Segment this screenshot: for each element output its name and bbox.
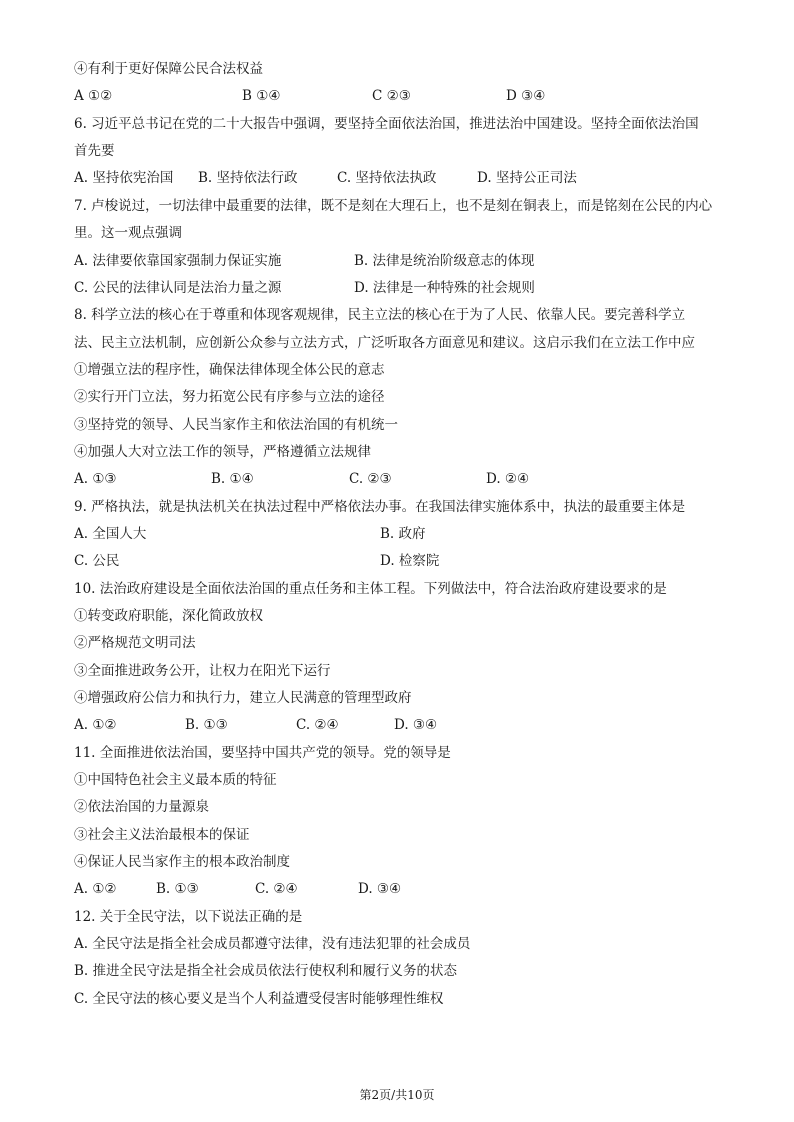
q9-option-a: A. 全国人大: [74, 526, 147, 542]
q11-option-d: D. ③④: [358, 881, 402, 897]
q5-option-d: D ③④: [506, 88, 546, 104]
q10-statement-3: ③全面推进政务公开，让权力在阳光下运行: [74, 663, 331, 679]
q7-stem-line-1: 7. 卢梭说过，一切法律中最重要的法律，既不是刻在大理石上，也不是刻在铜表上，而是铭刻在公民的内心: [74, 198, 713, 214]
q11-statement-2: ②依法治国的力量源泉: [74, 799, 209, 815]
q7-option-a: A. 法律要依靠国家强制力保证实施: [74, 253, 282, 269]
q11-option-c: C. ②④: [255, 881, 298, 897]
q9-stem: 9. 严格执法，就是执法机关在执法过程中严格依法办事。在我国法律实施体系中，执法的最重要主体是: [74, 499, 686, 515]
q5-option-c: C ②③: [372, 88, 411, 104]
q12-option-a: A. 全民守法是指全社会成员都遵守法律，没有违法犯罪的社会成员: [74, 936, 471, 952]
q10-statement-1: ①转变政府职能，深化简政放权: [74, 608, 263, 624]
q10-stem: 10. 法治政府建设是全面依法治国的重点任务和主体工程。下列做法中，符合法治政府建设要求的是: [74, 581, 667, 597]
q8-statement-3: ③坚持党的领导、人民当家作主和依法治国的有机统一: [74, 417, 398, 433]
q11-statement-1: ①中国特色社会主义最本质的特征: [74, 772, 277, 788]
q8-stem-line-2: 法、民主立法机制，应创新公众参与立法方式，广泛听取各方面意见和建议。这启示我们在立法工作中应: [74, 335, 695, 351]
q6-option-c: C. 坚持依法执政: [337, 170, 437, 186]
q10-option-c: C. ②④: [296, 717, 339, 733]
q9-option-b: B. 政府: [380, 526, 426, 542]
q10-option-b: B. ①③: [185, 717, 228, 733]
q7-option-c: C. 公民的法律认同是法治力量之源: [74, 280, 282, 296]
q7-stem-line-2: 里。这一观点强调: [74, 225, 182, 241]
q8-statement-1: ①增强立法的程序性，确保法律体现全体公民的意志: [74, 362, 385, 378]
q9-option-d: D. 检察院: [380, 553, 440, 569]
q8-option-d: D. ②④: [486, 471, 530, 487]
q5-statement-4: ④有利于更好保障公民合法权益: [74, 61, 263, 77]
q8-option-a: A. ①③: [74, 471, 117, 487]
q6-stem-line-1: 6. 习近平总书记在党的二十大报告中强调，要坚持全面依法治国，推进法治中国建设。坚持全面依法治国: [74, 116, 699, 132]
q9-option-c: C. 公民: [74, 553, 120, 569]
page-number: 第2页/共10页: [359, 1088, 435, 1102]
q6-stem-line-2: 首先要: [74, 143, 115, 159]
q11-statement-4: ④保证人民当家作主的根本政治制度: [74, 854, 290, 870]
q8-statement-4: ④加强人大对立法工作的领导，严格遵循立法规律: [74, 444, 371, 460]
q7-option-b: B. 法律是统治阶级意志的体现: [354, 253, 535, 269]
q8-option-c: C. ②③: [349, 471, 392, 487]
q8-statement-2: ②实行开门立法，努力拓宽公民有序参与立法的途径: [74, 389, 385, 405]
q10-option-d: D. ③④: [394, 717, 438, 733]
q11-option-a: A. ①②: [74, 881, 117, 897]
q5-option-a: A ①②: [74, 88, 113, 104]
q12-stem: 12. 关于全民守法，以下说法正确的是: [74, 909, 303, 925]
q11-stem: 11. 全面推进依法治国，要坚持中国共产党的领导。党的领导是: [74, 745, 451, 761]
q7-option-d: D. 法律是一种特殊的社会规则: [354, 280, 535, 296]
q11-option-b: B. ①③: [156, 881, 199, 897]
q12-option-b: B. 推进全民守法是指全社会成员依法行使权利和履行义务的状态: [74, 963, 458, 979]
q11-statement-3: ③社会主义法治最根本的保证: [74, 827, 250, 843]
q8-stem-line-1: 8. 科学立法的核心在于尊重和体现客观规律，民主立法的核心在于为了人民、依靠人民。要完善科学立: [74, 307, 686, 323]
q5-option-b: B ①④: [242, 88, 281, 104]
q10-option-a: A. ①②: [74, 717, 117, 733]
q12-option-c: C. 全民守法的核心要义是当个人利益遭受侵害时能够理性维权: [74, 991, 444, 1007]
q6-option-d: D. 坚持公正司法: [477, 170, 577, 186]
q6-option-b: B. 坚持依法行政: [198, 170, 298, 186]
q10-statement-2: ②严格规范文明司法: [74, 635, 196, 651]
q8-option-b: B. ①④: [211, 471, 254, 487]
q6-option-a: A. 坚持依宪治国: [74, 170, 174, 186]
q10-statement-4: ④增强政府公信力和执行力，建立人民满意的管理型政府: [74, 690, 412, 706]
